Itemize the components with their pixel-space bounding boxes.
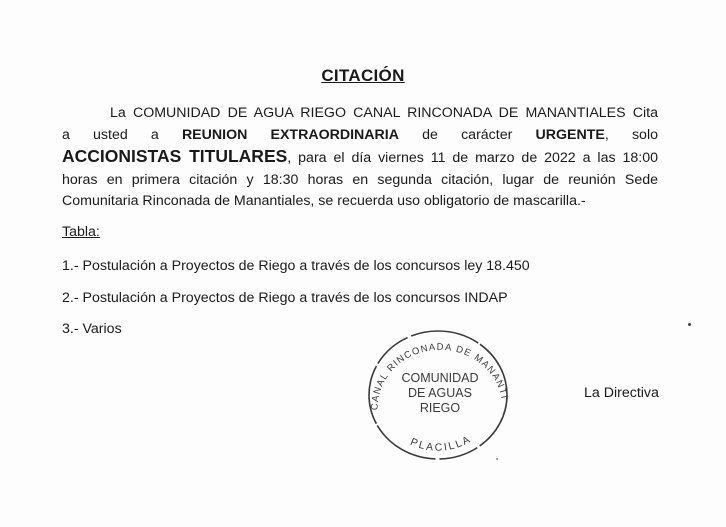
document-title: CITACIÓN bbox=[321, 66, 405, 85]
agenda-item-3: 3.- Varios bbox=[62, 321, 122, 337]
official-stamp bbox=[356, 322, 516, 468]
stamp-ring-text-top: CANAL RINCONADA DE MANANTI bbox=[369, 341, 510, 411]
agenda-label: Tabla: bbox=[62, 224, 100, 240]
paragraph-line-1: La COMUNIDAD DE AGUA RIEGO CANAL RINCONADA DE MANANTIALES Cita bbox=[110, 105, 658, 121]
agenda-item-2: 2.- Postulación a Proyectos de Riego a través de los concursos INDAP bbox=[62, 290, 508, 306]
stamp-center-line-1: COMUNIDAD bbox=[401, 371, 479, 385]
stamp-ring-text-bottom: PLACILLA bbox=[408, 432, 474, 454]
paragraph-line-4: horas en primera citación y 18:30 horas en segunda citación, lugar de reunión Sede bbox=[62, 171, 658, 188]
scan-speck bbox=[496, 458, 498, 460]
paragraph-line-5: Comunitaria Rinconada de Manantiales, se recuerda uso obligatorio de mascarilla.- bbox=[62, 193, 586, 209]
citation-paragraph bbox=[62, 103, 658, 213]
paragraph-line-3: ACCIONISTAS TITULARES, para el día viernes 11 de marzo de 2022 a las 18:00 bbox=[62, 146, 658, 166]
stamp-center-line-2: DE AGUAS bbox=[408, 386, 472, 400]
signature-label: La Directiva bbox=[584, 385, 659, 401]
stamp-center-line-3: RIEGO bbox=[419, 401, 461, 415]
scan-speck bbox=[688, 323, 691, 326]
urgency-label: URGENTE bbox=[535, 126, 605, 143]
stamp-seal-icon bbox=[356, 322, 516, 468]
meeting-type: REUNION EXTRAORDINARIA bbox=[181, 126, 399, 143]
paragraph-line-2: a usted a REUNION EXTRAORDINARIA de carácter URGENTE, solo bbox=[62, 126, 658, 143]
audience-label: ACCIONISTAS TITULARES bbox=[62, 146, 288, 166]
agenda-item-1: 1.- Postulación a Proyectos de Riego a través de los concursos ley 18.450 bbox=[62, 258, 530, 274]
